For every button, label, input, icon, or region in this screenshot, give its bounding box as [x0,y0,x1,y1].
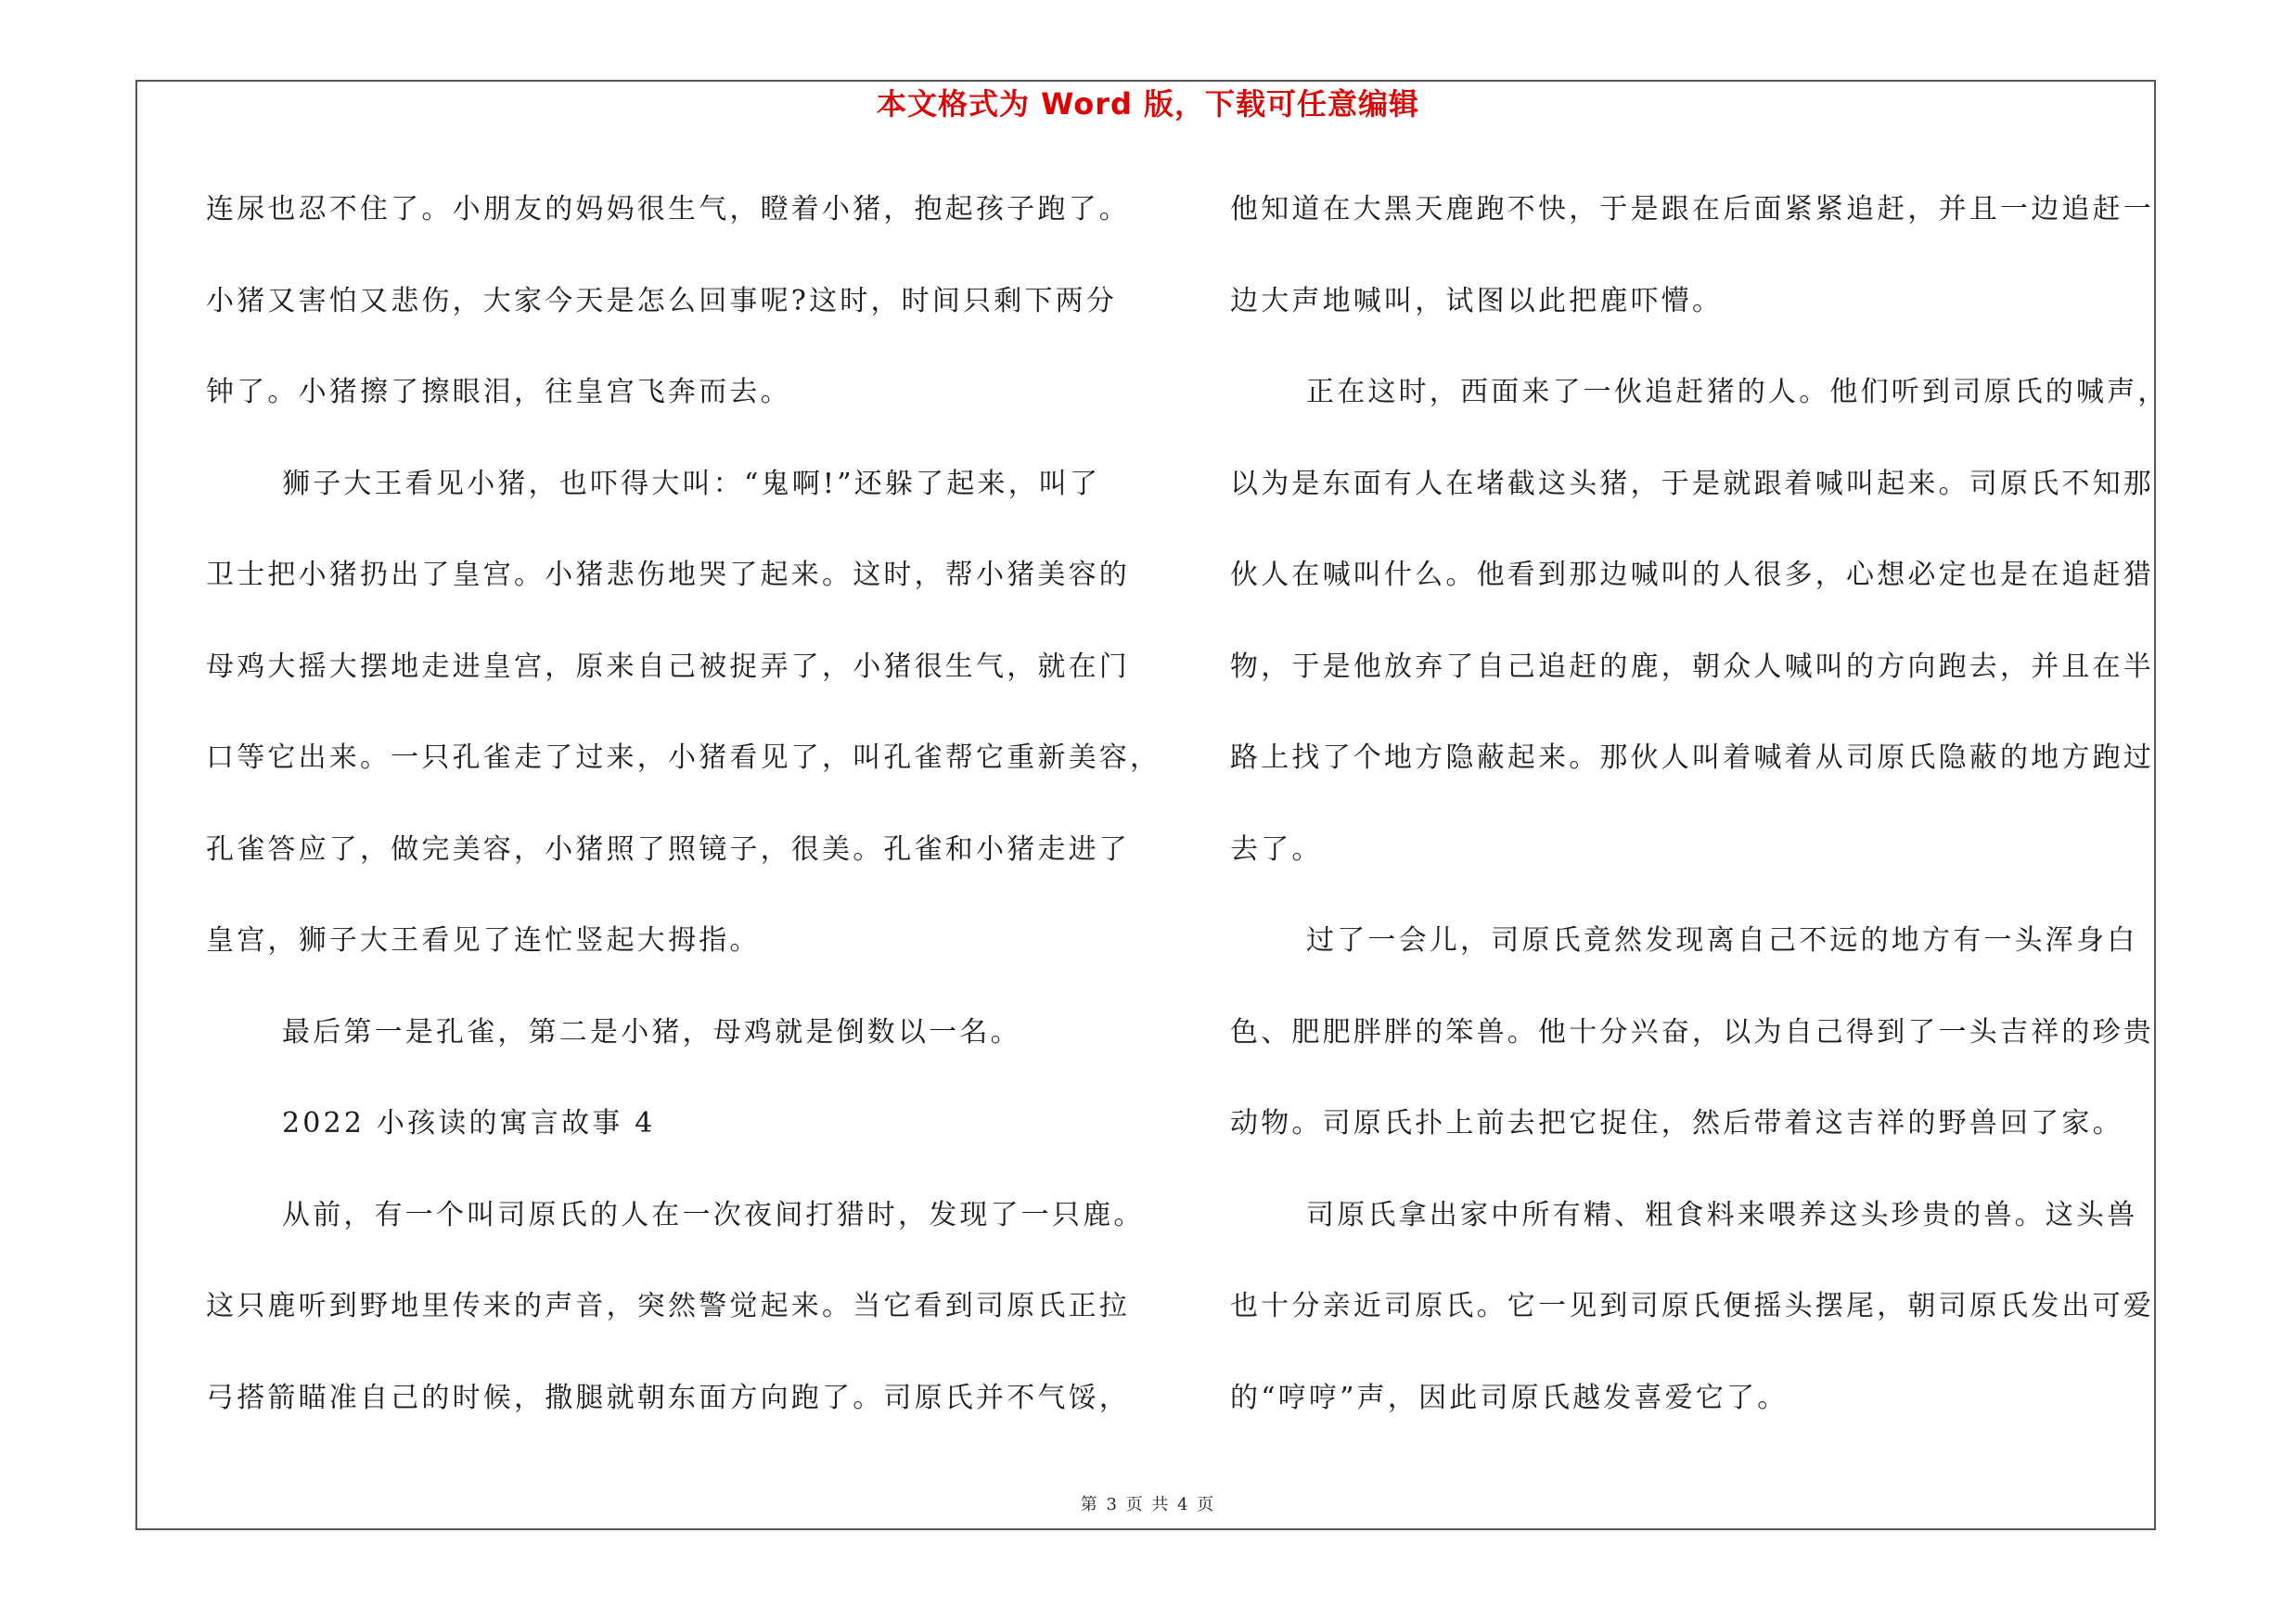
text-line: 动物。司原氏扑上前去把它捉住，然后带着这吉祥的野兽回了家。 [1230,1107,2123,1140]
text-line: 边大声地喊叫，试图以此把鹿吓懵。 [1230,284,1724,317]
paragraph-start-line: 司原氏拿出家中所有精、粗食料来喂养这头珍贵的兽。这头兽 [1306,1198,2138,1231]
document-header-title: 本文格式为 Word 版，下载可任意编辑 [876,86,1420,122]
text-line: 皇宫，狮子大王看见了连忙竖起大拇指。 [206,924,761,957]
text-line: 也十分亲近司原氏。它一见到司原氏便摇头摆尾，朝司原氏发出可爱 [1230,1290,2154,1322]
text-line: 孔雀答应了，做完美容，小猪照了照镜子，很美。孔雀和小猪走进了 [206,832,1130,866]
text-line: 去了。 [1230,832,1323,866]
paragraph-start-line: 狮子大王看见小猪，也吓得大叫：“鬼啊!”还躲了起来，叫了 [282,467,1101,500]
text-line: 连尿也忍不住了。小朋友的妈妈很生气，瞪着小猪，抱起孩子跑了。 [206,193,1130,225]
text-line: 伙人在喊叫什么。他看到那边喊叫的人很多，心想必定也是在追赶猎 [1230,559,2154,591]
paragraph-start-line: 过了一会儿，司原氏竟然发现离自己不远的地方有一头浑身白 [1306,924,2138,957]
text-line: 色、肥肥胖胖的笨兽。他十分兴奋，以为自己得到了一头吉祥的珍贵 [1230,1015,2154,1049]
paragraph-start-line: 从前，有一个叫司原氏的人在一次夜间打猎时，发现了一只鹿。 [282,1198,1145,1231]
page-number-footer: 第 3 页 共 4 页 [1080,1495,1216,1514]
section-heading: 2022 小孩读的寓言故事 4 [282,1107,656,1140]
right-text-column [1230,176,2169,1456]
text-line: 的“哼哼”声，因此司原氏越发喜爱它了。 [1230,1381,1789,1414]
paragraph-start-line: 最后第一是孔雀，第二是小猪，母鸡就是倒数以一名。 [282,1015,1021,1049]
left-text-column [206,176,1161,1456]
text-line: 这只鹿听到野地里传来的声音，突然警觉起来。当它看到司原氏正拉 [206,1290,1130,1322]
text-line: 钟了。小猪擦了擦眼泪，往皇宫飞奔而去。 [206,376,791,408]
text-line: 弓搭箭瞄准自己的时候，撒腿就朝东面方向跑了。司原氏并不气馁， [206,1381,1130,1414]
text-line: 他知道在大黑天鹿跑不快，于是跟在后面紧紧追赶，并且一边追赶一 [1230,193,2154,225]
text-line: 口等它出来。一只孔雀走了过来，小猪看见了，叫孔雀帮它重新美容， [206,741,1161,774]
text-line: 以为是东面有人在堵截这头猪，于是就跟着喊叫起来。司原氏不知那 [1230,467,2154,500]
text-line: 小猪又害怕又悲伤，大家今天是怎么回事呢?这时，时间只剩下两分 [206,284,1118,317]
text-line: 物，于是他放弃了自己追赶的鹿，朝众人喊叫的方向跑去，并且在半 [1230,650,2154,683]
paragraph-start-line: 正在这时，西面来了一伙追赶猪的人。他们听到司原氏的喊声， [1306,376,2169,408]
text-line: 母鸡大摇大摆地走进皇宫，原来自己被捉弄了，小猪很生气，就在门 [206,650,1130,683]
text-line: 路上找了个地方隐蔽起来。那伙人叫着喊着从司原氏隐蔽的地方跑过 [1230,741,2154,774]
text-line: 卫士把小猪扔出了皇宫。小猪悲伤地哭了起来。这时，帮小猪美容的 [206,559,1130,591]
